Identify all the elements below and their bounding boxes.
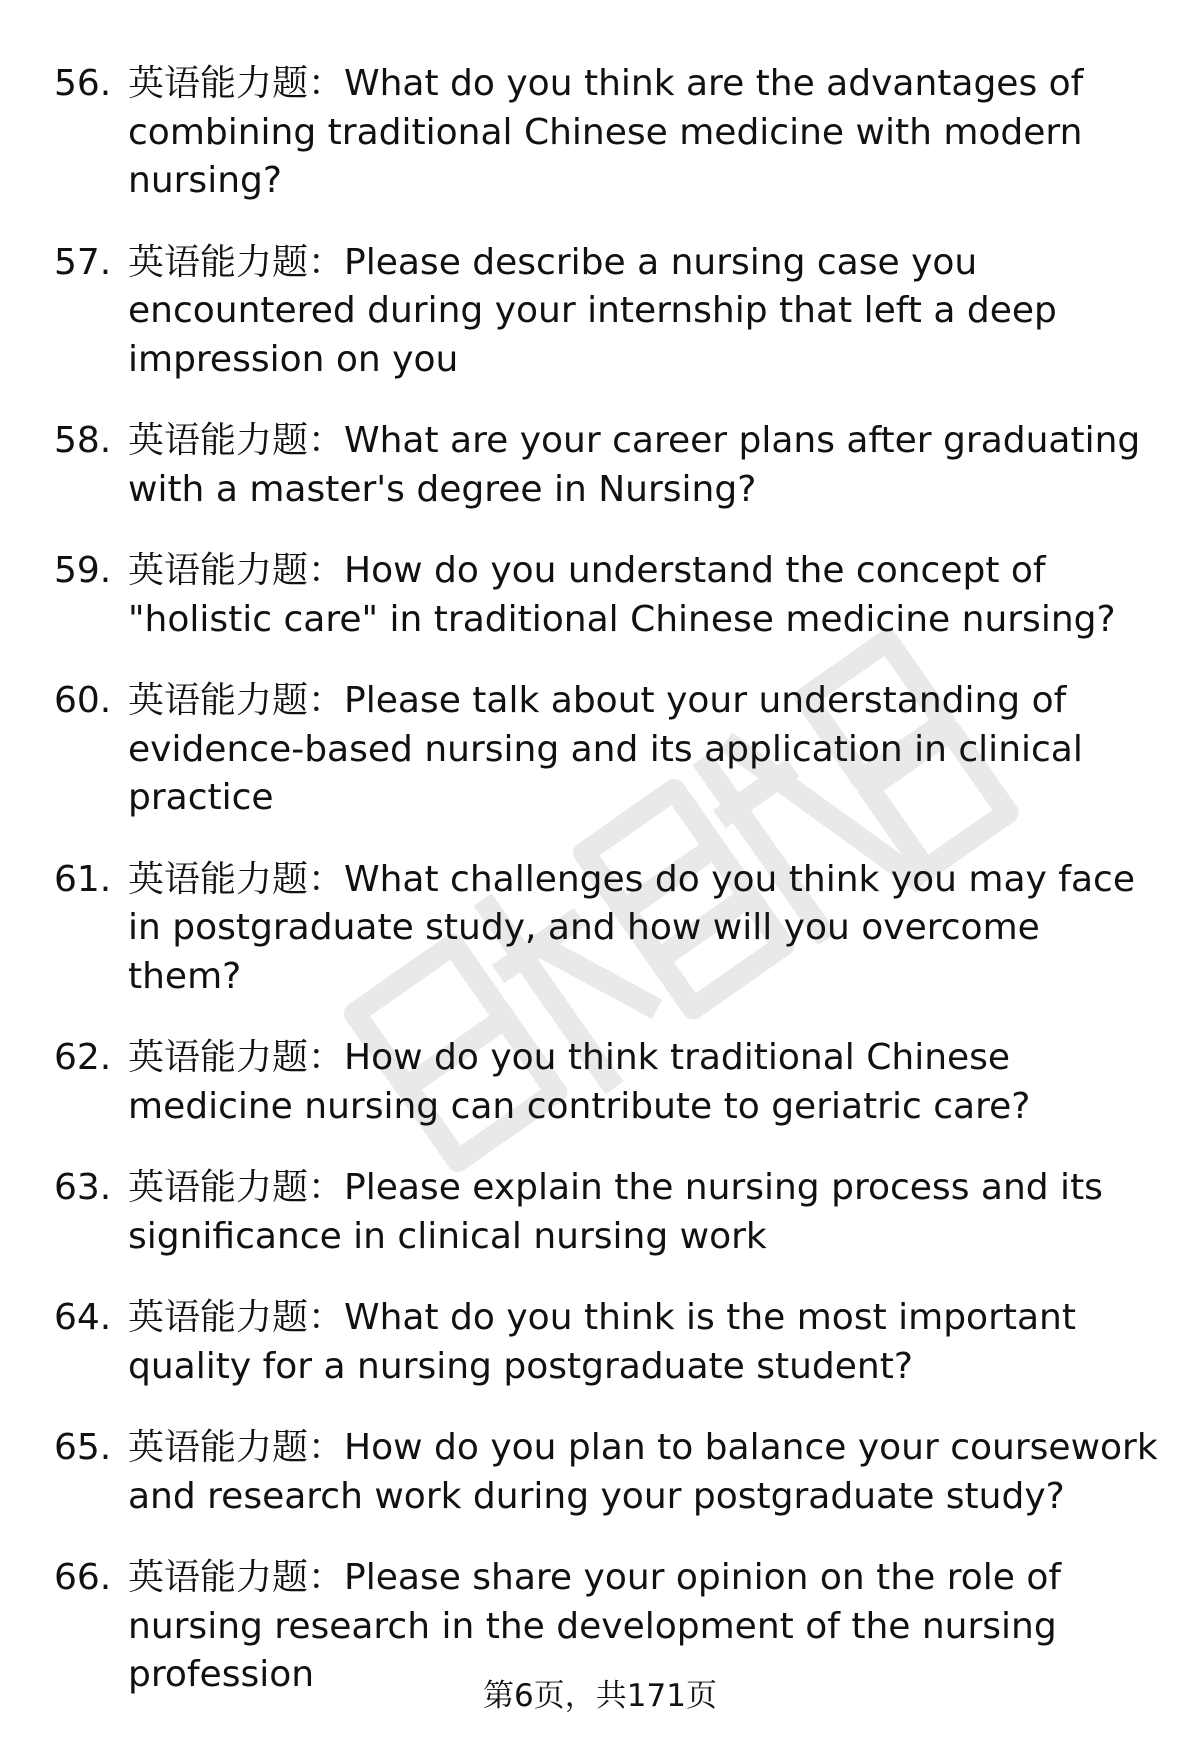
question-body (128, 60, 1164, 206)
question-category-label: 英语能力题： (128, 1037, 345, 1078)
question-body (128, 547, 1164, 644)
question-number: 60. (54, 680, 112, 721)
question-text: Please explain the nursing process and its significance in clinical nursing work (128, 1167, 1103, 1257)
question-category-label: 英语能力题： (128, 680, 345, 721)
question-item (54, 677, 1164, 823)
question-item (54, 856, 1164, 1002)
question-number: 63. (54, 1167, 112, 1208)
question-text: What challenges do you think you may face in postgraduate study, and how will you overcome them? (128, 858, 1135, 997)
question-text: What do you think are the advantages of combining traditional Chinese medicine with modern nursing? (128, 63, 1084, 201)
question-category-label: 英语能力题： (128, 1427, 345, 1468)
question-category-label: 英语能力题： (128, 1557, 345, 1598)
question-number: 64. (54, 1297, 112, 1338)
question-body (128, 417, 1164, 514)
question-body (128, 856, 1164, 1002)
question-body (128, 1164, 1164, 1261)
question-category-label: 英语能力题： (128, 63, 345, 104)
question-text: How do you plan to balance your coursework and research work during your postgraduate study? (128, 1427, 1158, 1517)
question-category-label: 英语能力题： (128, 550, 345, 591)
question-item (54, 1034, 1164, 1131)
question-body (128, 1424, 1164, 1521)
question-text: Please talk about your understanding of evidence-based nursing and its application in clinical practice (128, 680, 1083, 818)
question-category-label: 英语能力题： (128, 420, 345, 461)
page-number: 第6页，共171页 (483, 1678, 717, 1714)
question-item (54, 1164, 1164, 1261)
question-number: 59. (54, 550, 112, 591)
question-item (54, 1294, 1164, 1391)
question-number: 66. (54, 1557, 112, 1598)
question-number: 65. (54, 1427, 112, 1468)
question-text: How do you think traditional Chinese medicine nursing can contribute to geriatric care? (128, 1037, 1031, 1127)
question-list (54, 60, 1164, 1733)
question-item (54, 417, 1164, 514)
question-body (128, 1294, 1164, 1391)
question-text: How do you understand the concept of "holistic care" in traditional Chinese medicine nursing? (128, 550, 1116, 640)
question-number: 62. (54, 1037, 112, 1078)
question-item (54, 60, 1164, 206)
question-category-label: 英语能力题： (128, 241, 345, 283)
question-category-label: 英语能力题： (128, 1297, 345, 1338)
question-item (54, 239, 1164, 385)
question-category-label: 英语能力题： (128, 1167, 345, 1208)
question-number: 58. (54, 420, 112, 461)
question-number: 56. (54, 63, 112, 104)
question-category-label: 英语能力题： (128, 858, 345, 900)
question-body (128, 239, 1164, 385)
question-number: 57. (54, 241, 112, 283)
question-body (128, 677, 1164, 823)
question-item (54, 547, 1164, 644)
question-number: 61. (54, 858, 112, 900)
question-text: What do you think is the most important quality for a nursing postgraduate student? (128, 1297, 1076, 1387)
question-body (128, 1034, 1164, 1131)
question-item (54, 1424, 1164, 1521)
question-text: Please describe a nursing case you encountered during your internship that left a deep impression on you (128, 241, 1057, 380)
question-text: What are your career plans after graduating with a master's degree in Nursing? (128, 420, 1141, 510)
question-text: Please share your opinion on the role of nursing research in the development of the nursing profession (128, 1557, 1062, 1695)
